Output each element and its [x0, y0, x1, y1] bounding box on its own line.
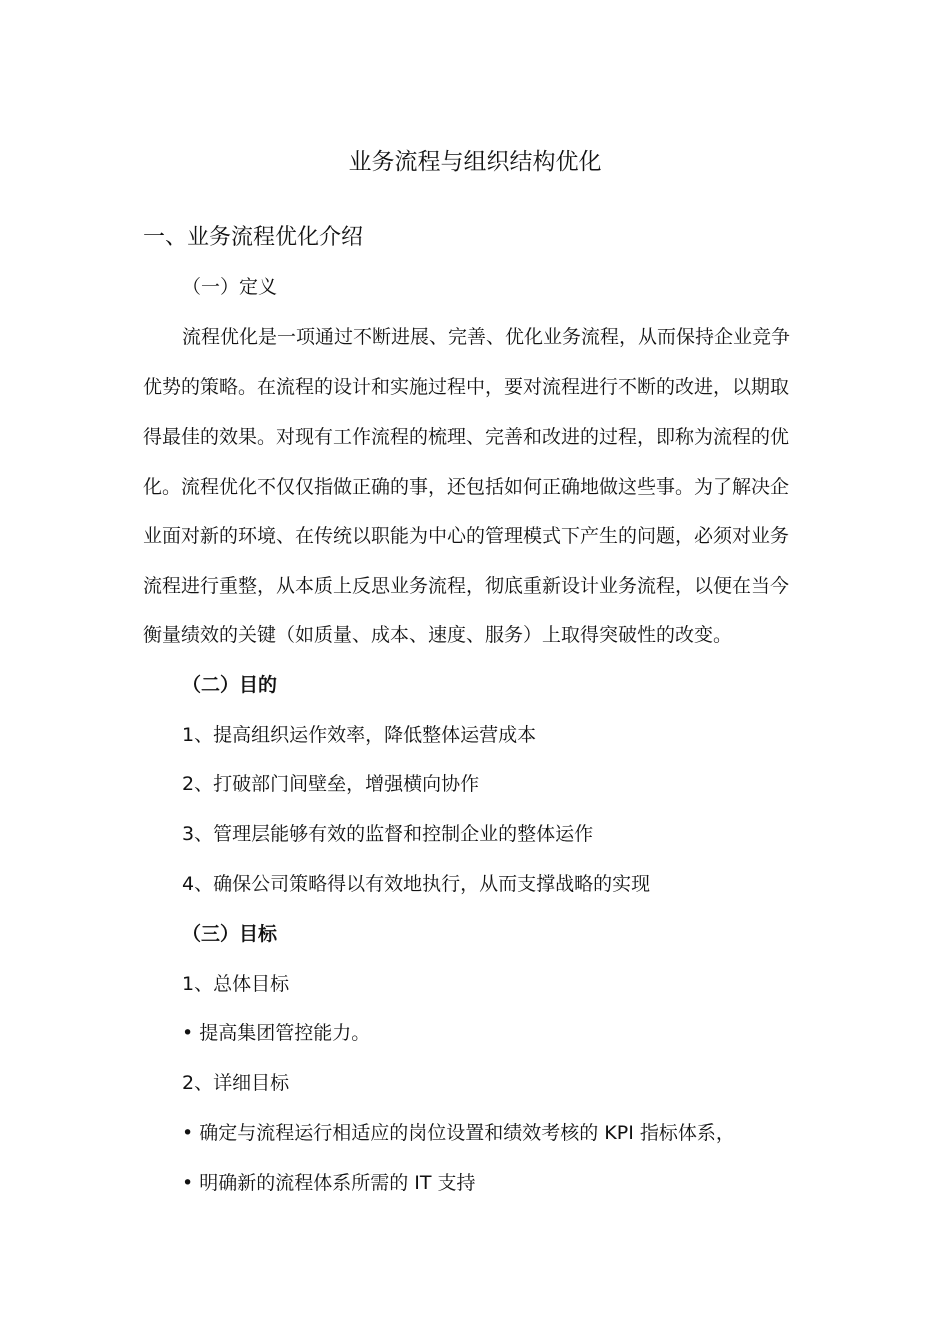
bullet-item: • 提高集团管控能力。	[182, 1022, 371, 1044]
overall-goal-heading: 1、总体目标	[182, 973, 290, 995]
document-title: 业务流程与组织结构优化	[348, 149, 602, 175]
paragraph-line: 化。流程优化不仅仅指做正确的事，还包括如何正确地做这些事。为了解决企	[143, 476, 790, 498]
paragraph-line: 得最佳的效果。对现有工作流程的梳理、完善和改进的过程，即称为流程的优	[143, 426, 790, 448]
paragraph-line: 流程优化是一项通过不断进展、完善、优化业务流程，从而保持企业竞争	[182, 326, 791, 348]
paragraph-line: 衡量绩效的关键（如质量、成本、速度、服务）上取得突破性的改变。	[143, 624, 733, 646]
subsection-heading-definition: （一）定义	[182, 276, 278, 298]
bullet-item: • 确定与流程运行相适应的岗位设置和绩效考核的 KPI 指标体系，	[182, 1122, 735, 1144]
section-heading-business-process-optimization: 一、业务流程优化介绍	[143, 225, 364, 250]
paragraph-line: 优势的策略。在流程的设计和实施过程中，要对流程进行不断的改进，以期取	[143, 376, 790, 398]
paragraph-line: 流程进行重整，从本质上反思业务流程，彻底重新设计业务流程，以便在当今	[143, 575, 790, 597]
subsection-heading-goals: （三）目标	[182, 923, 278, 945]
detail-goal-heading: 2、详细目标	[182, 1072, 290, 1094]
list-item: 1、提高组织运作效率，降低整体运营成本	[182, 724, 537, 746]
paragraph-line: 业面对新的环境、在传统以职能为中心的管理模式下产生的问题，必须对业务	[143, 525, 790, 547]
bullet-item: • 明确新的流程体系所需的 IT 支持	[182, 1172, 476, 1194]
list-item: 3、管理层能够有效的监督和控制企业的整体运作	[182, 823, 594, 845]
list-item: 4、确保公司策略得以有效地执行，从而支撑战略的实现	[182, 873, 651, 895]
subsection-heading-purpose: （二）目的	[182, 674, 278, 696]
list-item: 2、打破部门间壁垒，增强横向协作	[182, 773, 480, 795]
